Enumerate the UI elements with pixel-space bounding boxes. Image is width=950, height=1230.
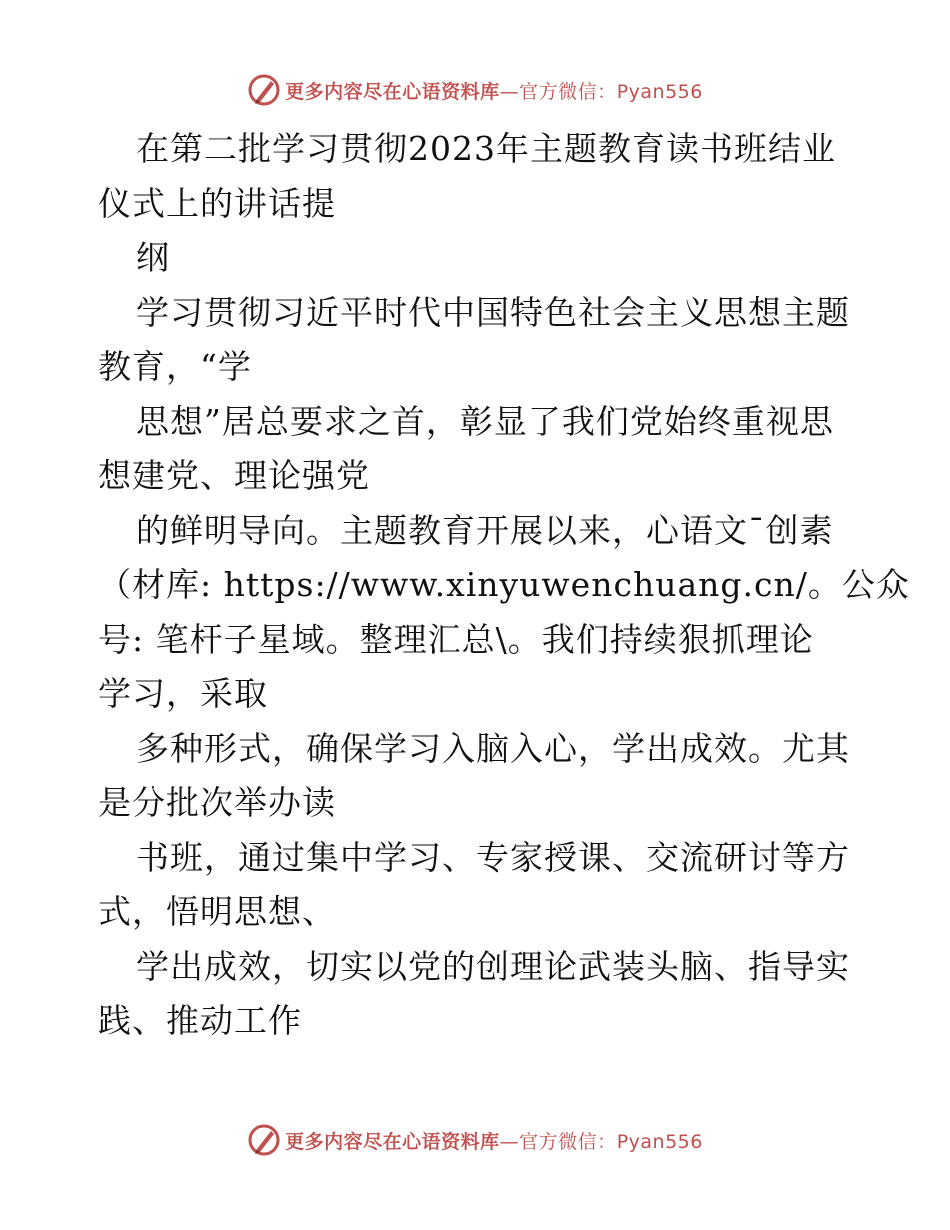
text-line: 式，悟明思想、 [98, 892, 336, 931]
text-line: 教育，“学 [98, 347, 252, 386]
text-line: 学习贯彻习近平时代中国特色社会主义思想主题 [136, 292, 850, 332]
document-body [98, 122, 910, 1049]
text-line: 多种形式，确保学习入脑入心，学出成效。尤其 [136, 728, 850, 768]
watermark-wechat-label: 官方微信： [519, 80, 617, 103]
text-line: 纲 [136, 238, 170, 277]
text-line: 号: 笔杆子星域。整理汇总\。我们持续狠抓理论 [98, 619, 814, 659]
watermark-wechat-label: 官方微信： [519, 1130, 617, 1153]
text-line: 学习，采取 [98, 674, 268, 713]
text-line: 在第二批学习贯彻2023年主题教育读书班结业 [136, 129, 836, 168]
text-line: 的鲜明导向。主题教育开展以来，心语文¯创素 [136, 510, 834, 550]
text-line: 想建党、理论强党 [98, 456, 370, 495]
text-line: 践、推动工作 [98, 1001, 302, 1040]
text-line: 学出成效，切实以党的创理论武装头脑、指导实 [136, 946, 850, 986]
watermark-dash: — [499, 1130, 520, 1153]
watermark-main-text: 更多内容尽在心语资料库 [285, 80, 500, 103]
watermark-wechat-id: Pyan556 [616, 1130, 703, 1153]
pen-logo-icon [247, 73, 281, 107]
watermark-main-text: 更多内容尽在心语资料库 [285, 1130, 500, 1153]
header-watermark [0, 70, 950, 110]
text-line: （材库: https://www.xinyuwenchuang.cn/。公众 [98, 565, 910, 604]
text-line: 是分批次举办读 [98, 783, 336, 822]
watermark-dash: — [499, 80, 520, 103]
pen-logo-icon [247, 1123, 281, 1157]
footer-watermark [0, 1120, 950, 1160]
watermark-wechat-id: Pyan556 [616, 80, 703, 103]
text-line: 书班，通过集中学习、专家授课、交流研讨等方 [136, 837, 850, 877]
text-line: 思想”居总要求之首，彰显了我们党始终重视思 [136, 401, 834, 441]
text-line: 仪式上的讲话提 [98, 183, 336, 223]
